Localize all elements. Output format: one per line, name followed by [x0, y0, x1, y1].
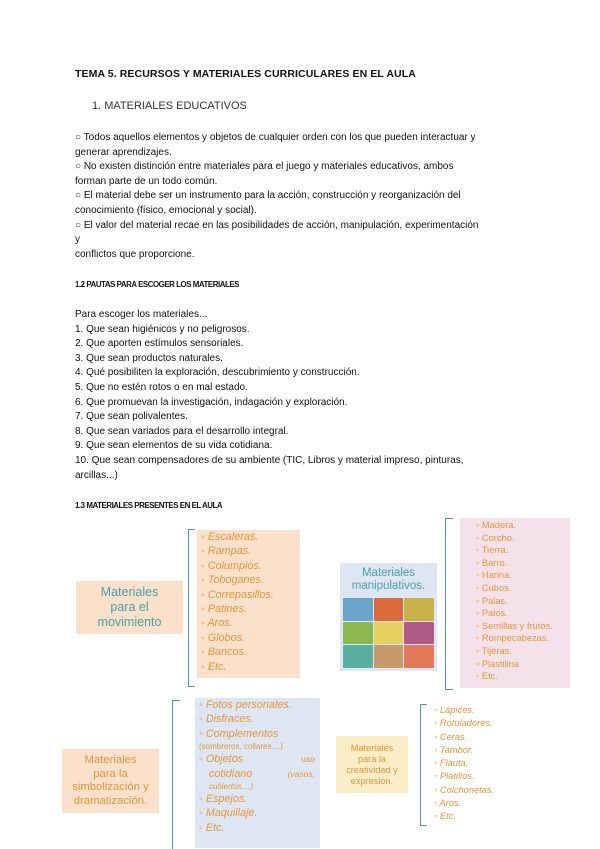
- page-title: TEMA 5. RECURSOS Y MATERIALES CURRICULARES EN EL AULA: [75, 68, 416, 80]
- bullet-glyph: ◦: [434, 718, 438, 729]
- list-item: 10. Que sean compensadores de su ambiente (TIC, Libros y material impreso, pinturas,: [75, 454, 464, 466]
- items-manipulativos: ◦ Madera. ◦ Corcho. ◦ Tierra. ◦ Barro. ◦ Harina. ◦ Cubos. ◦ Palas. ◦ Palos. ◦ Semillas y frutos. ◦ Rompecabezas. ◦ Tijeras. ◦ Plastilina ◦ Etc.: [460, 518, 570, 688]
- bullet-glyph: ◦: [476, 595, 480, 606]
- bullet-glyph: ◦: [476, 557, 480, 568]
- list-item: 1. Que sean higiénicos y no peligrosos.: [75, 323, 250, 335]
- section-heading-materiales-educativos: 1. MATERIALES EDUCATIVOS: [92, 100, 247, 112]
- pautas-list: [75, 308, 525, 483]
- list-item: 7. Que sean polivalentes.: [75, 411, 188, 423]
- list-item: 4. Qué posibiliten la exploración, descubrimiento y construcción.: [75, 367, 360, 379]
- bullet-glyph: ◦: [434, 811, 438, 822]
- list-item: arcillas...): [75, 469, 118, 481]
- bullet-glyph: ◦: [476, 658, 480, 669]
- bullet-2: ○ No existen distinción entre materiales para el juego y materiales educativos, ambos forman parte de un todo común.: [75, 161, 454, 187]
- bullet-glyph: ◦: [201, 631, 205, 644]
- section-heading-materiales-aula: 1.3 MATERIALES PRESENTES EN EL AULA: [75, 500, 223, 510]
- bullet-paragraphs: [75, 131, 525, 262]
- bullet-glyph: ◦: [476, 633, 480, 644]
- list-item: 6. Que promuevan la investigación, indagación y exploración.: [75, 396, 348, 408]
- bracket-creatividad: [420, 704, 427, 826]
- bullet-glyph: ◦: [199, 727, 203, 740]
- list-intro: Para escoger los materiales...: [75, 309, 208, 320]
- bullet-glyph: ◦: [476, 520, 480, 530]
- bullet-glyph: ◦: [476, 570, 480, 581]
- list-item: 3. Que sean productos naturales.: [75, 352, 223, 364]
- bullet-glyph: ◦: [201, 646, 205, 659]
- bullet-1: ○ Todos aquellos elementos y objetos de cualquier orden con los que pueden interactuar y generar aprendizajes.: [75, 132, 476, 158]
- bullet-glyph: ◦: [201, 545, 205, 558]
- items-movimiento: ◦ Escaleras. ◦ Rampas. ◦ Columpios. ◦ Toboganes. ◦ Correpasillos. ◦ Patines. ◦ Aros. ◦ Globos. ◦ Bancos. ◦ Etc.: [197, 530, 300, 678]
- bullet-glyph: ◦: [201, 617, 205, 630]
- list-item: 5. Que no estén rotos o en mal estado.: [75, 381, 248, 393]
- bullet-glyph: ◦: [476, 645, 480, 656]
- bullet-glyph: ◦: [201, 559, 205, 572]
- bullet-glyph: ◦: [476, 532, 480, 543]
- bracket-simbolizacion: [172, 700, 180, 849]
- bullet-glyph: ◦: [434, 784, 438, 795]
- bullet-glyph: ◦: [434, 771, 438, 782]
- bracket-manipulativos: [445, 518, 453, 690]
- bullet-glyph: ◦: [434, 744, 438, 755]
- bullet-glyph: ◦: [476, 671, 480, 682]
- bullet-glyph: ◦: [434, 758, 438, 769]
- node-materiales-creatividad: Materiales para la creatividad y expresión.: [336, 736, 408, 793]
- materials-photo-collage: [343, 598, 434, 668]
- bullet-glyph: ◦: [201, 531, 205, 543]
- list-item: 2. Que aporten estímulos sensoriales.: [75, 338, 244, 350]
- bullet-glyph: ◦: [434, 705, 438, 715]
- bullet-glyph: ◦: [201, 603, 205, 616]
- bullet-glyph: ◦: [476, 608, 480, 619]
- node-materiales-simbolizacion: Materiales para la simbolización y dramatización.: [62, 749, 159, 813]
- list-item: 9. Que sean elementos de su vida cotidiana.: [75, 440, 273, 452]
- bullet-glyph: ◦: [199, 793, 203, 806]
- bullet-glyph: ◦: [199, 807, 203, 820]
- bullet-glyph: ◦: [476, 582, 480, 593]
- bullet-glyph: ◦: [476, 620, 480, 631]
- section-heading-pautas: 1.2 PAUTAS PARA ESCOGER LOS MATERIALES: [75, 279, 239, 289]
- bullet-glyph: ◦: [201, 574, 205, 587]
- bracket-movimiento: [188, 529, 195, 687]
- items-simbolizacion: ◦ Fotos personales. ◦ Disfraces. ◦ Complementos (sombreros, collares....) ◦ Objetos uso cotidiano (vasos, cubiertos....) ◦ Espejos. ◦ Maquillaje. ◦ Etc.: [195, 698, 320, 848]
- bullet-glyph: ◦: [434, 731, 438, 742]
- bullet-glyph: ◦: [201, 588, 205, 601]
- bullet-glyph: ◦: [199, 699, 203, 711]
- items-creatividad: ◦ Lápices. ◦ Rotuladores. ◦ Ceras. ◦ Tambor. ◦ Flauta. ◦ Platillos. ◦ Colchonetas. ◦ Aros. ◦ Etc.: [434, 705, 495, 822]
- bullet-glyph: ◦: [434, 798, 438, 809]
- node-materiales-movimiento: Materiales para el movimiento: [76, 581, 183, 634]
- bullet-glyph: ◦: [201, 660, 205, 673]
- bullet-glyph: ◦: [199, 753, 203, 766]
- bullet-glyph: ◦: [199, 713, 203, 726]
- node-materiales-manipulativos: Materiales manipulativos.: [340, 563, 437, 671]
- bullet-glyph: ◦: [476, 545, 480, 556]
- bullet-glyph: ◦: [199, 821, 203, 834]
- bullet-4: ○ El valor del material recae en las posibilidades de acción, manipulación, experimentación y conflictos que proporcione.: [75, 219, 479, 260]
- bullet-3: ○ El material debe ser un instrumento para la acción, construcción y reorganización del conocimiento (físico, emocional y social).: [75, 190, 461, 216]
- list-item: 8. Que sean variados para el desarrollo integral.: [75, 425, 289, 437]
